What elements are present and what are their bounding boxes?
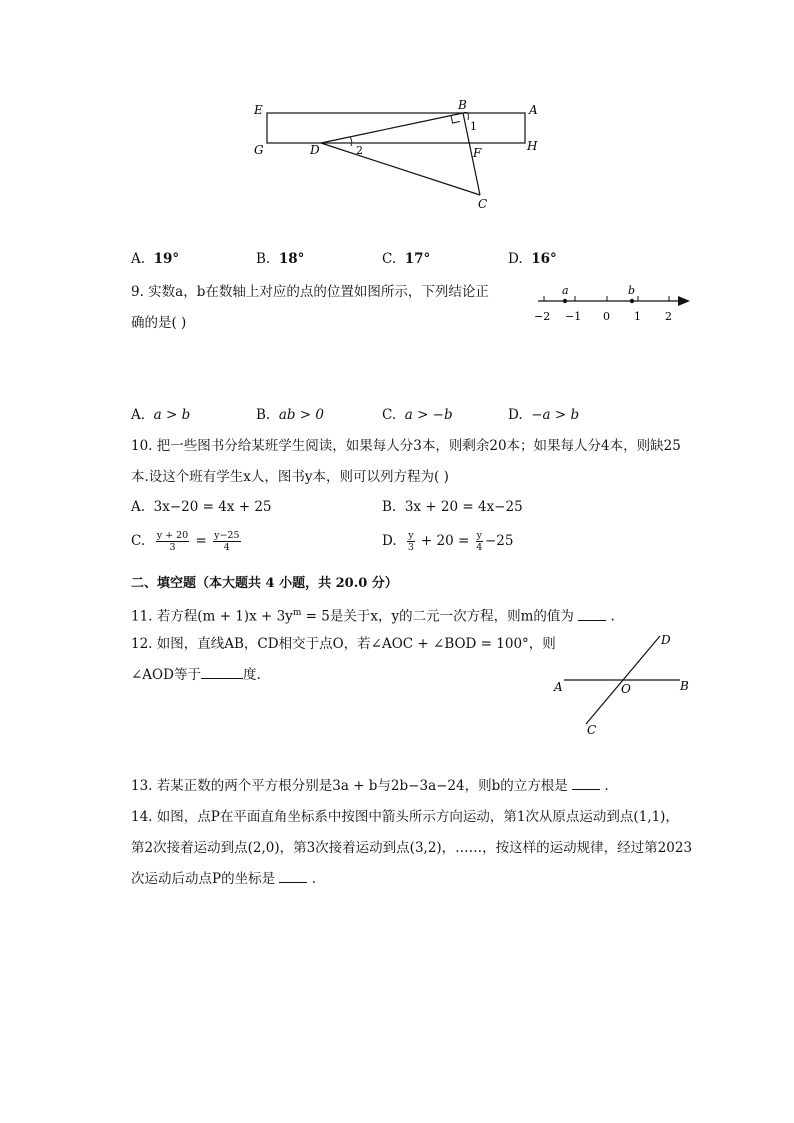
angle-1-label: 1 (470, 120, 477, 133)
label-A: A (529, 103, 538, 117)
label-C: C (478, 197, 488, 211)
q13-stem: 13. 若某正数的两个平方根分别是3a + b与2b−3a−24，则b的立方根是 . (131, 778, 609, 794)
answer-blank[interactable] (279, 870, 307, 883)
q14-stem-line1: 14. 如图，点P在平面直角坐标系中按图中箭头所示方向运动，第1次从原点运动到点(1,1)， (131, 809, 679, 825)
answer-blank[interactable] (578, 608, 606, 621)
q10-option-a[interactable]: A. 3x−20 = 4x + 25 (131, 499, 272, 515)
q9-stem-line1: 9. 实数a，b在数轴上对应的点的位置如图所示，下列结论正 (131, 284, 489, 300)
tick-label: −1 (565, 310, 582, 323)
tick-label: 1 (634, 310, 641, 323)
q9-option-c[interactable]: C. a > −b (382, 407, 453, 423)
label-A: A (554, 680, 563, 694)
q12-figure (548, 628, 698, 740)
label-E: E (254, 103, 263, 117)
label-F: F (473, 146, 482, 160)
answer-blank[interactable] (201, 666, 243, 679)
q8-option-c[interactable]: C. 17° (382, 251, 431, 267)
angle-2-label: 2 (356, 144, 363, 157)
label-D: D (310, 143, 320, 157)
section-heading: 二、填空题（本大题共 4 小题，共 20.0 分） (131, 576, 398, 591)
tick-label: 2 (665, 310, 672, 323)
label-C: C (587, 723, 597, 737)
label-H: H (527, 139, 538, 153)
q8-option-a[interactable]: A. 19° (131, 251, 180, 267)
q12-stem-line2: ∠AOD等于 度. (131, 667, 261, 683)
point-a-label: a (562, 284, 569, 297)
tick-label: 0 (603, 310, 610, 323)
answer-blank[interactable] (572, 777, 600, 790)
label-O: O (621, 682, 631, 696)
q12-stem-line1: 12. 如图，直线AB，CD相交于点O，若∠AOC + ∠BOD = 100°，则 (131, 636, 556, 652)
q9-stem-line2: 确的是( ) (131, 315, 187, 331)
fraction: $\frac{y-25}{4}$ (214, 530, 240, 553)
label-B: B (680, 679, 689, 693)
q14-stem-line2: 第2次接着运动到点(2,0)，第3次接着运动到点(3,2)，……，按这样的运动规律，经过第2023 (131, 840, 693, 856)
q8-figure (250, 96, 550, 212)
point-b-label: b (628, 284, 636, 297)
q8-option-d[interactable]: D. 16° (508, 251, 557, 267)
q10-option-b[interactable]: B. 3x + 20 = 4x−25 (382, 499, 523, 515)
q8-option-b[interactable]: B. 18° (256, 251, 305, 267)
q14-stem-line3: 次运动后动点P的坐标是 . (131, 871, 316, 887)
q9-number-line (528, 280, 698, 326)
q10-stem-line2: 本.设这个班有学生x人，图书y本，则可以列方程为( ) (131, 469, 449, 485)
fraction: $\frac{y + 20}{3}$ (156, 530, 189, 553)
q9-option-d[interactable]: D. −a > b (508, 407, 580, 423)
q9-option-b[interactable]: B. ab > 0 (256, 407, 324, 423)
q11-stem: 11. 若方程$(m + 1)x + 3y^m = 5$是关于x，y的二元一次方程，则m的值为 . (131, 608, 615, 625)
fraction: $\frac{y}{3}$ (407, 530, 414, 553)
tick-label: −2 (534, 310, 551, 323)
q10-stem-line1: 10. 把一些图书分给某班学生阅读，如果每人分3本，则剩余20本；如果每人分4本，则缺25 (131, 438, 681, 454)
label-D: D (661, 633, 671, 647)
label-G: G (254, 143, 264, 157)
q10-option-d[interactable]: D. $\frac{y}{3}$ + 20 = $\frac{y}{4}$ −25 (382, 530, 514, 553)
q9-option-a[interactable]: A. a > b (131, 407, 191, 423)
label-B: B (458, 98, 467, 112)
q10-option-c[interactable]: C. $\frac{y + 20}{3}$ = $\frac{y-25}{4}$ (131, 530, 240, 553)
fraction: $\frac{y}{4}$ (476, 530, 483, 553)
